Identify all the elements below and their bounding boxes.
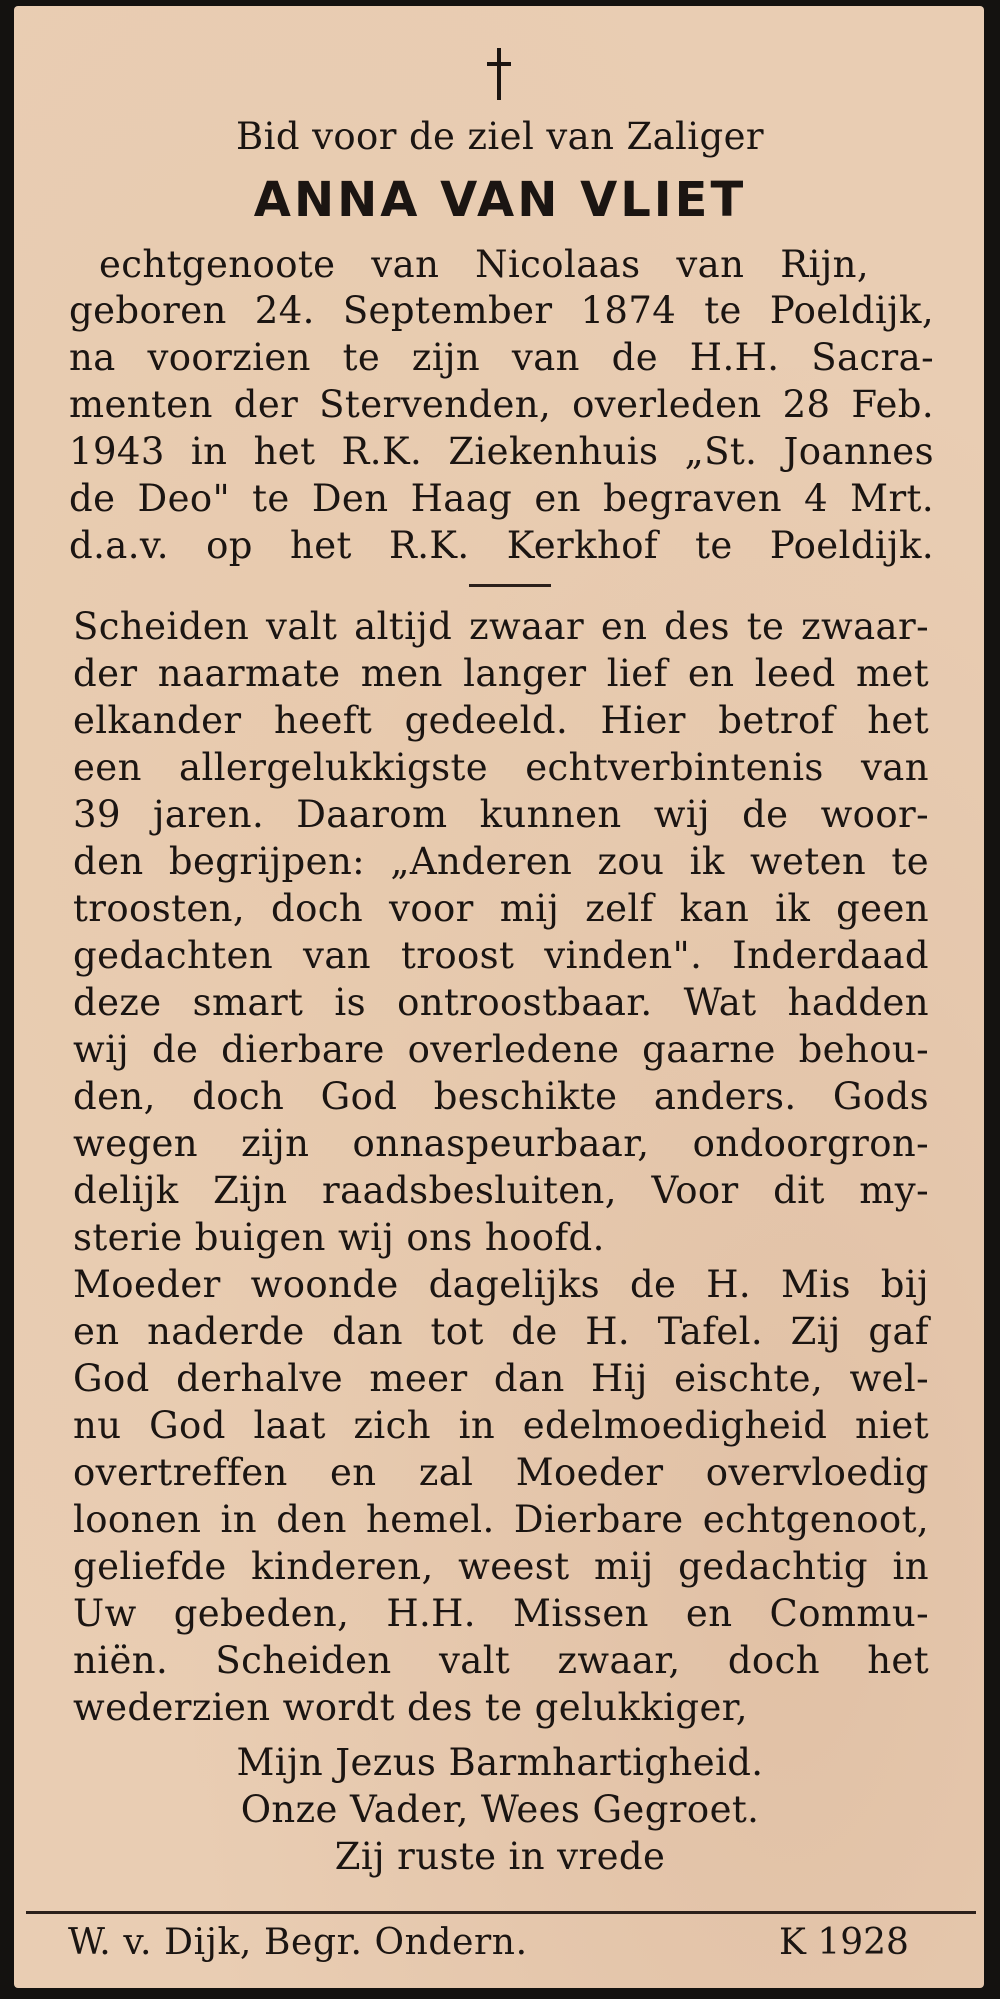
- bio-line: na voorzien te zijn van de H.H. Sacra-: [69, 336, 934, 379]
- invocation-text: Bid voor de ziel van Zaliger: [236, 115, 764, 158]
- body-line: 39 jaren. Daarom kunnen wij de woor-: [73, 793, 929, 836]
- deceased-name: ANNA VAN VLIET: [253, 172, 747, 228]
- prayer-line: Mijn Jezus Barmhartigheid.: [236, 1741, 764, 1784]
- printer-credit: W. v. Dijk, Begr. Ondern.: [68, 1922, 528, 1963]
- body-line: en naderde dan tot de H. Tafel. Zij gaf: [73, 1310, 929, 1353]
- prayer-line: Onze Vader, Wees Gegroet.: [240, 1788, 760, 1831]
- bio-line: de Deo" te Den Haag en begraven 4 Mrt.: [69, 477, 934, 520]
- body-line: loonen in den hemel. Dierbare echtgenoot,: [73, 1498, 929, 1541]
- body-line: nu God laat zich in edelmoedigheid niet: [73, 1404, 929, 1447]
- body-line: den begrijpen: „Anderen zou ik weten te: [73, 840, 929, 883]
- bio-line: d.a.v. op het R.K. Kerkhof te Poeldijk.: [69, 524, 934, 567]
- card-code: K 1928: [779, 1922, 909, 1963]
- body-line: Uw gebeden, H.H. Missen en Commu-: [73, 1592, 929, 1635]
- footer-divider: [26, 1911, 976, 1914]
- body-line: geliefde kinderen, weest mij gedachtig in: [73, 1545, 929, 1588]
- body-line: deze smart is ontroostbaar. Wat hadden: [73, 981, 929, 1024]
- body-line: een allergelukkigste echtverbintenis van: [73, 746, 929, 789]
- bio-line: menten der Stervenden, overleden 28 Feb.: [69, 383, 934, 426]
- body-line: elkander heeft gedeeld. Hier betrof het: [73, 699, 929, 742]
- memorial-card: [14, 6, 984, 1988]
- body-line: wederzien wordt des te gelukkiger,: [73, 1686, 748, 1729]
- body-line: wij de dierbare overledene gaarne behou-: [73, 1028, 929, 1071]
- body-line: den, doch God beschikte anders. Gods: [73, 1075, 929, 1118]
- bio-line: geboren 24. September 1874 te Poeldijk,: [69, 289, 934, 332]
- prayer-line: Zij ruste in vrede: [334, 1835, 666, 1878]
- body-line: Scheiden valt altijd zwaar en des te zwaar-: [73, 605, 929, 648]
- cross-icon: [485, 48, 513, 100]
- body-line: gedachten van troost vinden". Inderdaad: [73, 934, 929, 977]
- body-line: God derhalve meer dan Hij eischte, wel-: [73, 1357, 929, 1400]
- body-line: wegen zijn onnaspeurbaar, ondoorgron-: [73, 1122, 929, 1165]
- body-line: troosten, doch voor mij zelf kan ik geen: [73, 887, 929, 930]
- body-line: Moeder woonde dagelijks de H. Mis bij: [73, 1263, 929, 1306]
- section-divider: [469, 584, 551, 587]
- body-line: der naarmate men langer lief en leed met: [73, 652, 929, 695]
- bio-line: echtgenoote van Nicolaas van Rijn,: [99, 243, 869, 286]
- body-line: sterie buigen wij ons hoofd.: [73, 1216, 605, 1259]
- body-line: overtreffen en zal Moeder overvloedig: [73, 1451, 929, 1494]
- body-line: delijk Zijn raadsbesluiten, Voor dit my-: [73, 1169, 929, 1212]
- body-line: niën. Scheiden valt zwaar, doch het: [73, 1639, 929, 1682]
- bio-line: 1943 in het R.K. Ziekenhuis „St. Joannes: [69, 430, 934, 473]
